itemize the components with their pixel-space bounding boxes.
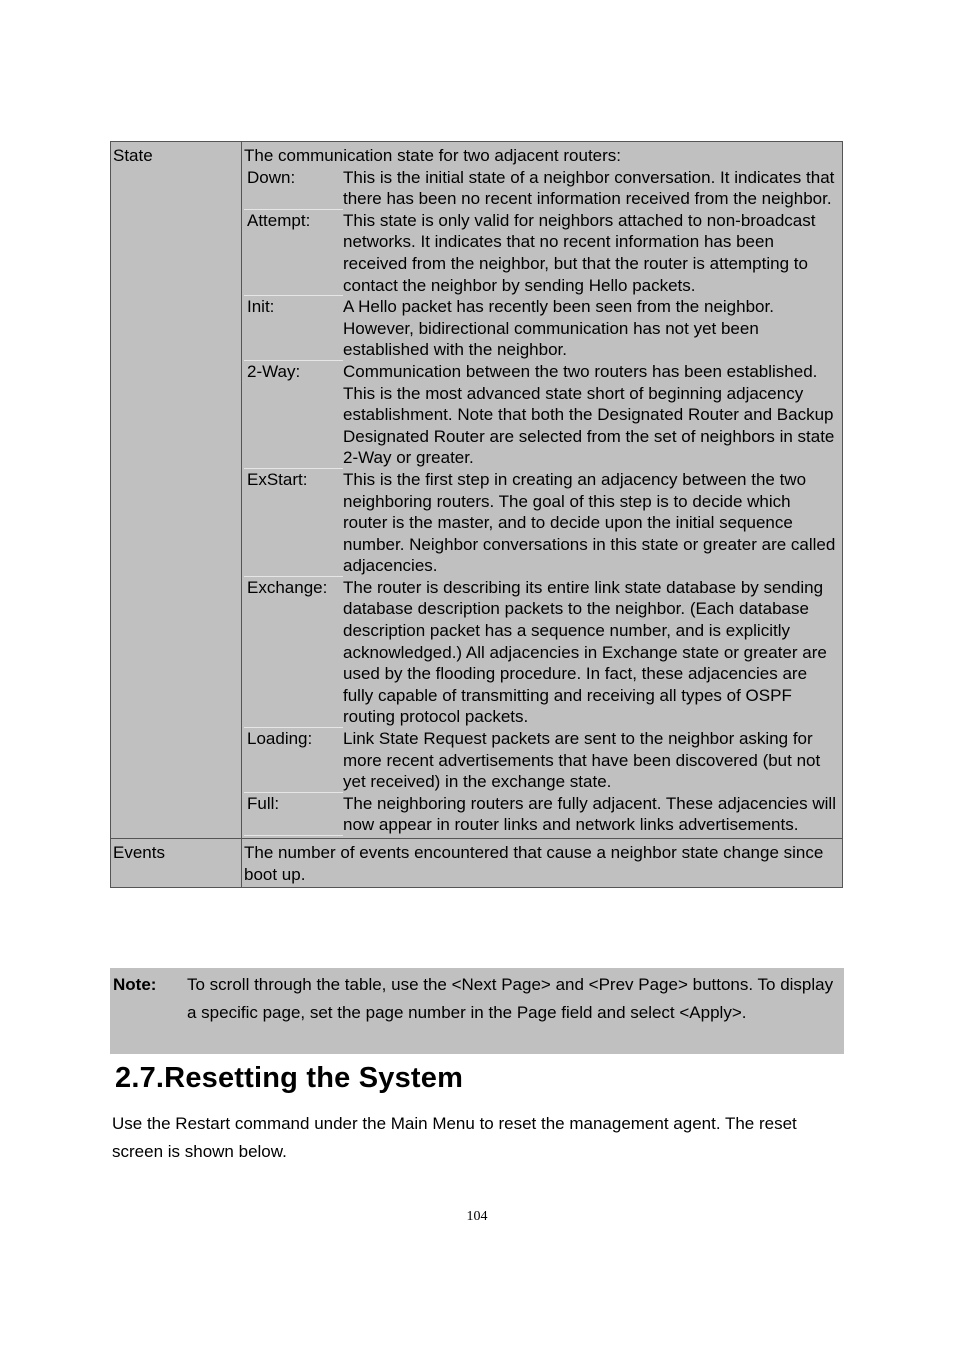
state-item-init [244,296,840,361]
page-number: 104 [466,1209,488,1224]
state-name: Full: [244,793,343,836]
state-list [244,167,840,836]
note-label: Note: [113,975,157,994]
state-name: 2-Way: [244,361,343,469]
state-name: Attempt: [244,210,343,296]
note-box [110,968,844,1054]
state-text: This is the initial state of a neighbor conversation. It indicates that there has been no recent information received from the neighbor. [343,167,835,209]
state-text: Communication between the two routers has been established. This is the most advanced state short of beginning adjacency establishment. Note that both the Designated Router and Backup Designated Router are selected from the set of neighbors in state 2-Way or greater. [343,361,835,468]
state-text: A Hello packet has recently been seen from the neighbor. However, bidirectional communication has not yet been established with the neighbor. [343,297,774,360]
state-text: This state is only valid for neighbors attached to non-broadcast networks. It indicates that no recent information has been received from the neighbor, but that the router is attempting to contact the neighbor by sending Hello packets. [343,210,816,295]
state-item-down [244,167,840,210]
state-name: Loading: [244,728,343,793]
table-row-state [111,142,843,839]
state-name: Exchange: [244,577,343,728]
field-name-cell: State [111,142,242,839]
state-item-2-way [244,361,840,469]
state-item-loading [244,728,840,793]
section-paragraph: Use the Restart command under the Main Menu to reset the management agent. The reset screen is shown below. [112,1114,797,1161]
state-intro: The communication state for two adjacent routers: [244,146,622,165]
state-item-attempt [244,210,840,296]
state-name: Down: [244,167,343,210]
table-row-events [111,839,843,888]
state-item-exchange [244,577,840,728]
field-description-cell [242,142,843,839]
state-text: The router is describing its entire link state database by sending database description packets to the neighbor. (Each database description packet has a sequence number, and is explicitly acknowledged.) All adjacencies in Exchange state or greater are used by the flooding procedure. In fact, these adjacencies are fully capable of transmitting and receiving all types of OSPF routing protocol packets. [343,577,827,727]
state-description-table [110,141,843,888]
state-text: This is the first step in creating an adjacency between the two neighboring routers. The goal of this step is to decide which router is the master, and to decide upon the initial sequence number. Neighbor conversations in this state or greater are called adjacencies. [343,469,836,576]
field-name-cell: Events [111,839,242,888]
state-name: Init: [244,296,343,361]
state-item-exstart [244,469,840,577]
state-name: ExStart: [244,469,343,577]
state-text: The neighboring routers are fully adjacent. These adjacencies will now appear in router links and network links advertisements. [343,793,836,835]
state-item-full [244,793,840,836]
section-heading: 2.7.Resetting the System [115,1062,464,1094]
state-text: Link State Request packets are sent to the neighbor asking for more recent advertisements that have been discovered (but not yet received) in the exchange state. [343,729,821,792]
note-text: To scroll through the table, use the <Next Page> and <Prev Page> buttons. To display a specific page, set the page number in the Page field and select <Apply>. [187,975,834,1022]
field-description-cell: The number of events encountered that cause a neighbor state change since boot up. [242,839,843,888]
